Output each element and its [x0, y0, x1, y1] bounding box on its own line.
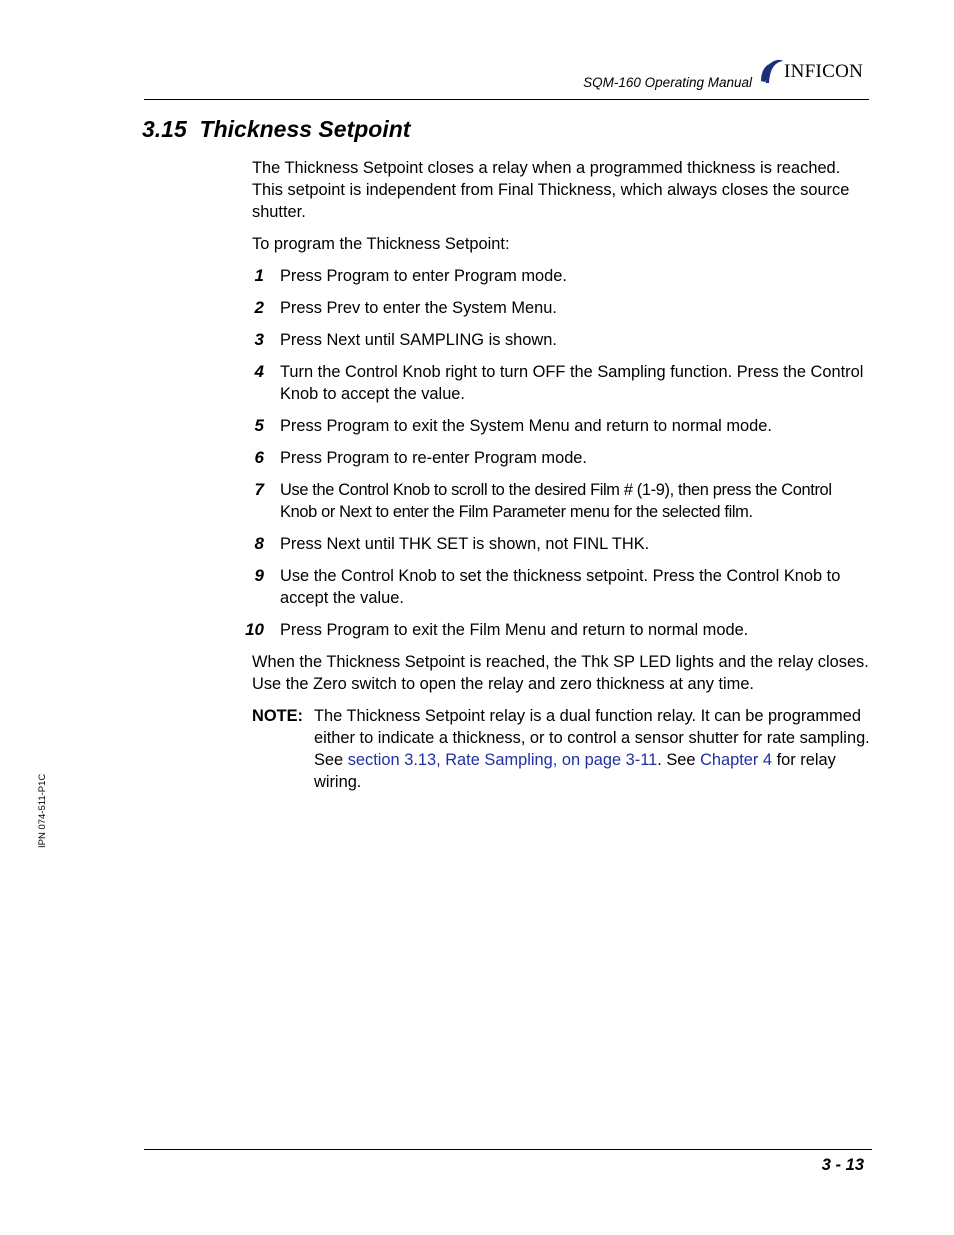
- logo-wordmark: INFICON: [784, 61, 864, 82]
- note-block: [252, 705, 872, 793]
- note-text: for relay wiring.: [314, 751, 836, 791]
- step-text: Press Program to exit the Film Menu and return to normal mode.: [280, 621, 749, 639]
- step-text: Press Prev to enter the System Menu.: [280, 299, 557, 317]
- step-text: Press Program to re-enter Program mode.: [280, 449, 587, 467]
- section-heading: [142, 116, 410, 143]
- section-number: 3.15: [142, 116, 187, 142]
- step-item: [245, 619, 872, 641]
- program-intro: To program the Thickness Setpoint:: [252, 235, 510, 253]
- page-number: 3 - 13: [821, 1156, 864, 1174]
- step-text: Press Program to enter Program mode.: [280, 267, 567, 285]
- step-item: [252, 565, 872, 609]
- step-text: Press Next until THK SET is shown, not FINL THK.: [280, 535, 650, 553]
- inficon-logo: [760, 57, 875, 85]
- step-item: [252, 361, 872, 405]
- page-body: [245, 157, 872, 793]
- header-rule: [144, 99, 869, 100]
- procedure-steps: [245, 265, 872, 641]
- intro-paragraph: The Thickness Setpoint closes a relay when a programmed thickness is reached. This setpoint is independent from Final Thickness, which always closes the source shutter.: [252, 159, 850, 221]
- step-item: [252, 415, 872, 437]
- step-item: [252, 297, 872, 319]
- step-text: Use the Control Knob to scroll to the desired Film # (1-9), then press the Control Knob or Next to enter the Film Parameter menu for the selected film.: [280, 481, 832, 521]
- manual-title: SQM-160 Operating Manual: [583, 75, 752, 90]
- step-item: [252, 479, 872, 523]
- step-text: Use the Control Knob to set the thickness setpoint. Press the Control Knob to accept the value.: [280, 567, 841, 607]
- section-title: Thickness Setpoint: [199, 116, 411, 142]
- step-item: [252, 265, 872, 287]
- step-item: [252, 329, 872, 351]
- step-text: Turn the Control Knob right to turn OFF the Sampling function. Press the Control Knob to accept the value.: [280, 363, 864, 403]
- step-number: 8: [254, 534, 264, 553]
- section-3-13-link[interactable]: section 3.13, Rate Sampling, on page 3-11: [347, 751, 658, 769]
- note-text: The Thickness Setpoint relay is a dual function relay. It can be programmed either to indicate a thickness, or to control a sensor shutter for rate sampling. See: [314, 707, 870, 769]
- step-item: [252, 533, 872, 555]
- step-number: 9: [254, 566, 264, 585]
- step-number: 7: [254, 480, 264, 499]
- step-number: 10: [245, 620, 264, 639]
- note-text: . See: [657, 751, 701, 769]
- step-number: 3: [254, 330, 264, 349]
- step-number: 5: [254, 416, 264, 435]
- step-number: 4: [254, 362, 264, 381]
- step-number: 1: [254, 266, 264, 285]
- step-number: 6: [254, 448, 264, 467]
- step-item: [252, 447, 872, 469]
- closing-paragraph: When the Thickness Setpoint is reached, the Thk SP LED lights and the relay closes. Use the Zero switch to open the relay and zero thickness at any time.: [252, 653, 869, 693]
- note-label: NOTE:: [252, 707, 303, 725]
- inficon-swoosh-icon: [760, 57, 784, 85]
- ipn-code: IPN 074-511-P1C: [37, 773, 48, 848]
- footer-rule: [144, 1149, 872, 1150]
- step-number: 2: [254, 298, 264, 317]
- chapter-4-link[interactable]: Chapter 4: [700, 751, 773, 769]
- step-text: Press Next until SAMPLING is shown.: [280, 331, 557, 349]
- step-text: Press Program to exit the System Menu and return to normal mode.: [280, 417, 772, 435]
